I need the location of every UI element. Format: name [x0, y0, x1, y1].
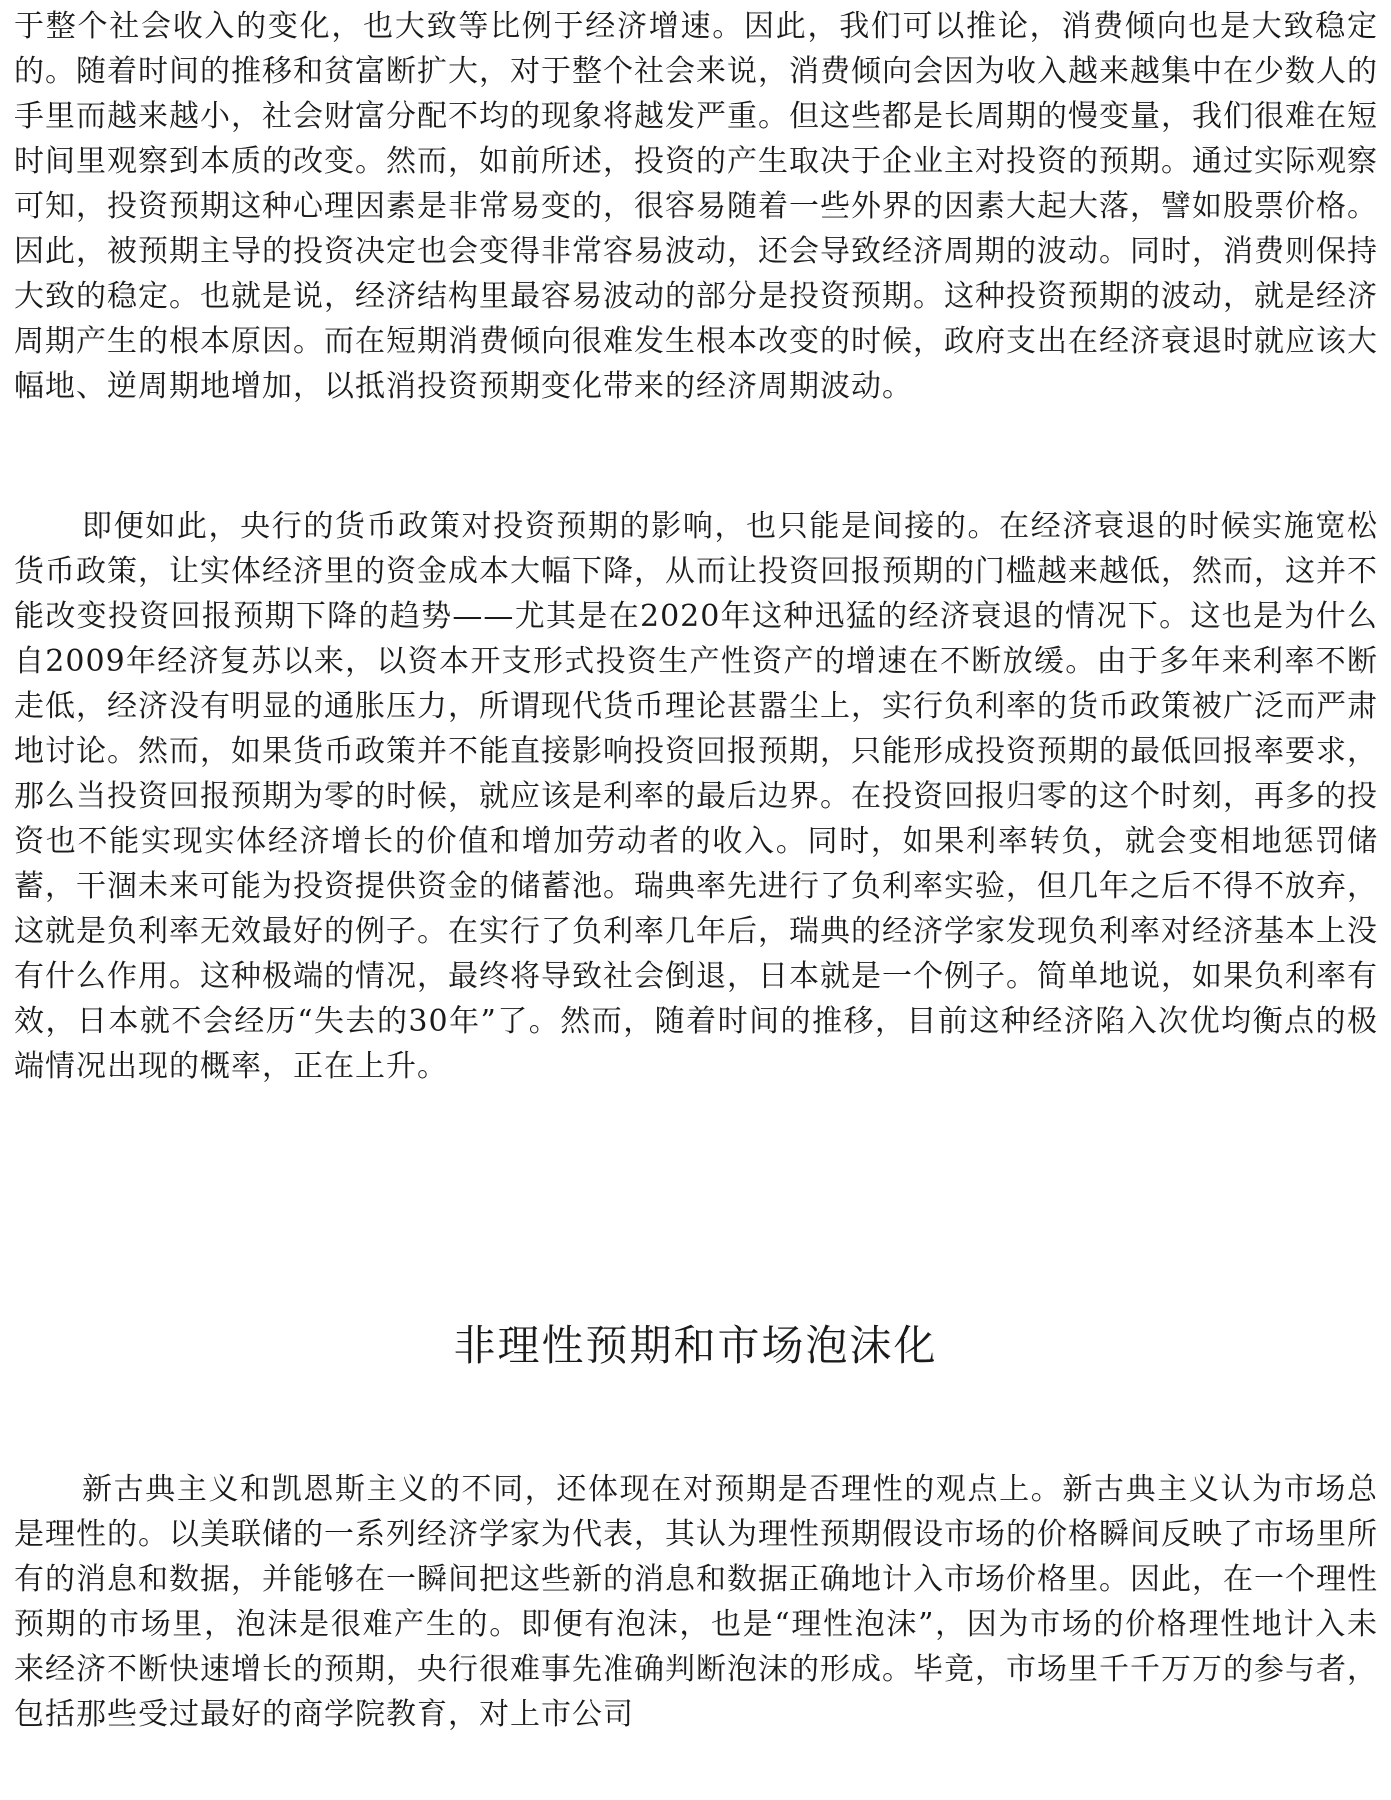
body-paragraph-3: 新古典主义和凯恩斯主义的不同，还体现在对预期是否理性的观点上。新古典主义认为市场总是理性的。以美联储的一系列经济学家为代表，其认为理性预期假设市场的价格瞬间反映了市场里所有的消息和数据，并能够在一瞬间把这些新的消息和数据正确地计入市场价格里。因此，在一个理性预期的市场里，泡沫是很难产生的。即便有泡沫，也是“理性泡沫”，因为市场的价格理性地计入未来经济不断快速增长的预期，央行很难事先准确判断泡沫的形成。毕竟，市场里千千万万的参与者，包括那些受过最好的商学院教育，对上市公司: [14, 1472, 1378, 1732]
section-heading: 非理性预期和市场泡沫化: [453, 1321, 938, 1370]
body-paragraph-2: 即便如此，央行的货币政策对投资预期的影响，也只能是间接的。在经济衰退的时候实施宽松货币政策，让实体经济里的资金成本大幅下降，从而让投资回报预期的门槛越来越低，然而，这并不能改变投资回报预期下降的趋势——尤其是在2020年这种迅猛的经济衰退的情况下。这也是为什么自2009年经济复苏以来，以资本开支形式投资生产性资产的增速在不断放缓。由于多年来利率不断走低，经济没有明显的通胀压力，所谓现代货币理论甚嚣尘上，实行负利率的货币政策被广泛而严肃地讨论。然而，如果货币政策并不能直接影响投资回报预期，只能形成投资预期的最低回报率要求，那么当投资回报预期为零的时候，就应该是利率的最后边界。在投资回报归零的这个时刻，再多的投资也不能实现实体经济增长的价值和增加劳动者的收入。同时，如果利率转负，就会变相地惩罚储蓄，干涸未来可能为投资提供资金的储蓄池。瑞典率先进行了负利率实验，但几年之后不得不放弃，这就是负利率无效最好的例子。在实行了负利率几年后，瑞典的经济学家发现负利率对经济基本上没有什么作用。这种极端的情况，最终将导致社会倒退，日本就是一个例子。简单地说，如果负利率有效，日本就不会经历“失去的30年”了。然而，随着时间的推移，目前这种经济陷入次优均衡点的极端情况出现的概率，正在上升。: [14, 509, 1378, 1084]
body-paragraph-1: 于整个社会收入的变化，也大致等比例于经济增速。因此，我们可以推论，消费倾向也是大致稳定的。随着时间的推移和贫富断扩大，对于整个社会来说，消费倾向会因为收入越来越集中在少数人的手里而越来越小，社会财富分配不均的现象将越发严重。但这些都是长周期的慢变量，我们很难在短时间里观察到本质的改变。然而，如前所述，投资的产生取决于企业主对投资的预期。通过实际观察可知，投资预期这种心理因素是非常易变的，很容易随着一些外界的因素大起大落，譬如股票价格。因此，被预期主导的投资决定也会变得非常容易波动，还会导致经济周期的波动。同时，消费则保持大致的稳定。也就是说，经济结构里最容易波动的部分是投资预期。这种投资预期的波动，就是经济周期产生的根本原因。而在短期消费倾向很难发生根本改变的时候，政府支出在经济衰退时就应该大幅地、逆周期地增加，以抵消投资预期变化带来的经济周期波动。: [14, 9, 1378, 404]
